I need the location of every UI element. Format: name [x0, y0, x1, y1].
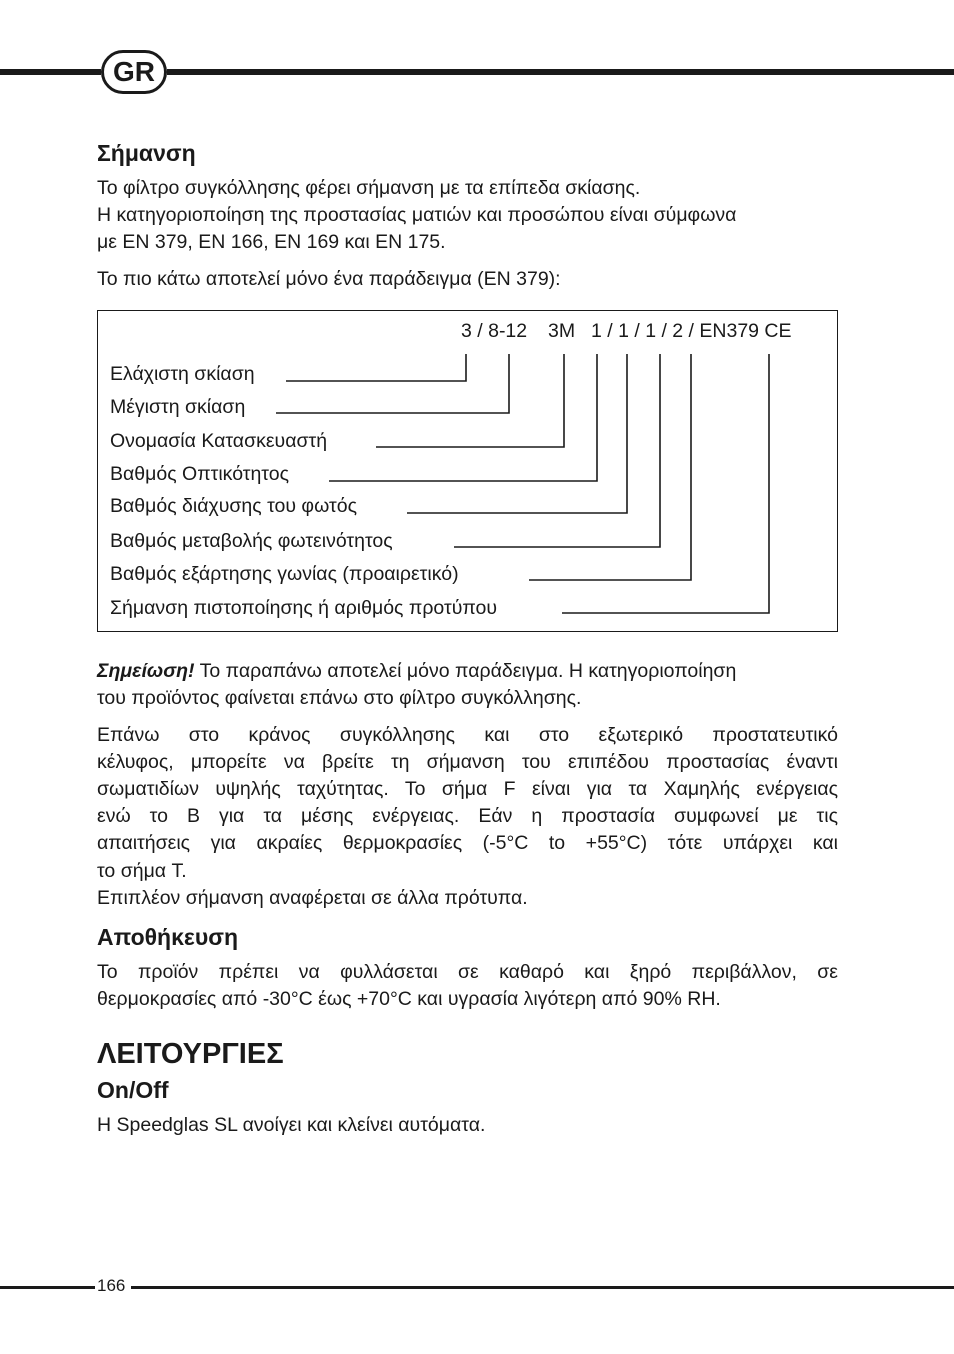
leader-optical-class	[329, 354, 597, 481]
code-manufacturer: 3M	[548, 320, 576, 342]
leader-manufacturer	[376, 354, 564, 447]
leader-angle-dependence	[529, 354, 691, 580]
note-text-1: Το παραπάνω αποτελεί μόνο παράδειγμα. Η κατηγοριοποίηση	[194, 660, 737, 682]
leader-luminance-variation	[454, 354, 660, 547]
label-min-shade: Ελάχιστη σκίαση	[110, 363, 255, 385]
note-line-2: του προϊόντος φαίνεται επάνω στο φίλτρο συγκόλλησης.	[97, 687, 582, 709]
helmet-line-6: το σήμα T.	[97, 860, 187, 882]
storage-line-2: θερμοκρασίες από -30°C έως +70°C και υγρασία λιγότερη από 90% RH.	[97, 988, 721, 1010]
language-badge: GR	[101, 50, 167, 94]
label-luminance-variation: Βαθμός μεταβολής φωτεινότητος	[110, 530, 393, 552]
marking-line-3: με EN 379, EN 166, EN 169 και EN 175.	[97, 231, 446, 253]
helmet-line-4: ενώ το B για τα μέσης ενέργειας. Εάν η προστασία συμφωνεί με τις	[97, 805, 838, 827]
helmet-line-1: Επάνω στο κράνος συγκόλλησης και στο εξωτερικό προστατευτικό	[97, 724, 838, 746]
leader-min-shade	[286, 354, 466, 381]
label-optical-class: Βαθμός Οπτικότητος	[110, 463, 289, 485]
helmet-line-3: σωματιδίων υψηλής ταχύτητας. Το σήμα F είναι για τα Χαμηλής ενέργειας	[97, 778, 838, 800]
helmet-extra: Επιπλέον σήμανση αναφέρεται σε άλλα πρότυπα.	[97, 887, 528, 909]
label-angle-dependence: Βαθμός εξάρτησης γωνίας (προαιρετικό)	[110, 563, 459, 585]
footer-rule-right	[131, 1286, 954, 1289]
onoff-heading: On/Off	[97, 1077, 169, 1103]
code-classes: 1 / 1 / 1 / 2 / EN379 CE	[591, 320, 792, 342]
note-line-1	[97, 658, 736, 685]
leader-max-shade	[276, 354, 509, 413]
page-number: 166	[97, 1276, 126, 1295]
marking-heading: Σήμανση	[97, 140, 196, 166]
note-label: Σημείωση!	[97, 660, 195, 682]
helmet-line-2: κέλυφος, μπορείτε να βρείτε τη σήμανση του επιπέδου προστασίας έναντι	[97, 751, 838, 773]
label-certification: Σήμανση πιστοποίησης ή αριθμός προτύπου	[110, 597, 498, 619]
code-shade: 3 / 8-12	[461, 320, 528, 342]
helmet-line-5: απαιτήσεις για ακραίες θερμοκρασίες (-5°C to +55°C) τότε υπάρχει και	[97, 832, 838, 854]
label-max-shade: Μέγιστη σκίαση	[110, 396, 246, 418]
storage-line-1: Το προϊόν πρέπει να φυλλάσεται σε καθαρό και ξηρό περιβάλλον, σε	[97, 961, 838, 983]
leader-diffusion	[407, 354, 627, 513]
marking-line-1: Το φίλτρο συγκόλλησης φέρει σήμανση με τα επίπεδα σκίασης.	[97, 177, 641, 199]
example-intro: Το πιο κάτω αποτελεί μόνο ένα παράδειγμα (EN 379):	[97, 268, 561, 290]
onoff-text: Η Speedglas SL ανοίγει και κλείνει αυτόματα.	[97, 1114, 486, 1136]
marking-line-2: Η κατηγοριοποίηση της προστασίας ματιών και προσώπου είναι σύμφωνα	[97, 204, 737, 226]
storage-heading: Αποθήκευση	[97, 924, 239, 950]
footer-rule-left	[0, 1286, 95, 1289]
label-manufacturer: Ονομασία Κατασκευαστή	[110, 430, 328, 452]
functions-heading: ΛΕΙΤΟΥΡΓΙΕΣ	[97, 1038, 284, 1070]
label-diffusion: Βαθμός διάχυσης του φωτός	[110, 495, 357, 517]
leader-certification	[562, 354, 769, 613]
